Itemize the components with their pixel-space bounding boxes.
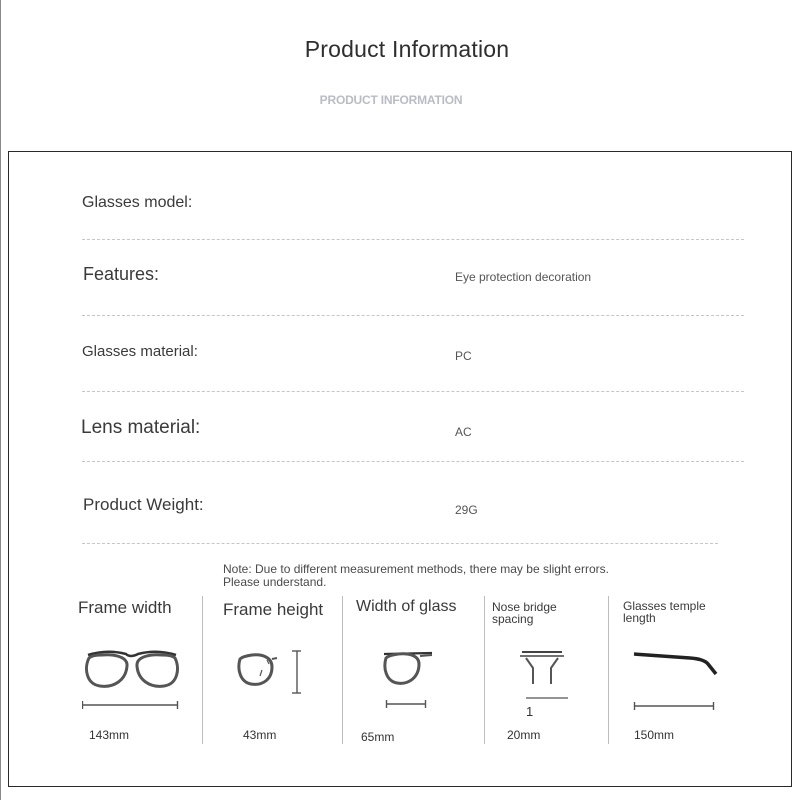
dimension-label: Frame height bbox=[223, 600, 324, 619]
dimensions-strip bbox=[70, 594, 730, 746]
spec-divider bbox=[82, 239, 744, 240]
dimension-value: 150mm bbox=[634, 728, 675, 742]
dimension-label: Nose bridge spacing bbox=[492, 600, 557, 626]
spec-value: 29G bbox=[455, 503, 478, 517]
spec-divider bbox=[82, 315, 744, 316]
spec-label: Product Weight: bbox=[83, 495, 204, 514]
frame-width-icon bbox=[82, 646, 182, 714]
page-header bbox=[0, 36, 800, 107]
spec-value: Eye protection decoration bbox=[455, 270, 592, 284]
dimension-temple-length bbox=[615, 594, 730, 744]
dimension-value: 20mm bbox=[507, 728, 541, 742]
glass-width-icon bbox=[382, 646, 438, 712]
spec-value: AC bbox=[455, 425, 472, 439]
column-separator bbox=[608, 596, 609, 744]
spec-divider bbox=[82, 543, 718, 544]
measurement-note bbox=[223, 563, 609, 589]
dimension-label: Glasses temple length bbox=[623, 599, 706, 625]
dimension-value: 65mm bbox=[361, 730, 395, 744]
dimension-frame-width bbox=[70, 594, 202, 744]
dimension-frame-height bbox=[215, 594, 342, 744]
dimension-glass-width bbox=[348, 594, 478, 744]
frame-height-icon bbox=[235, 649, 305, 697]
page-title: Product Information bbox=[304, 36, 510, 62]
spec-divider bbox=[82, 461, 744, 462]
dimension-value: 143mm bbox=[89, 728, 130, 742]
spec-value: PC bbox=[455, 349, 472, 363]
spec-label: Lens material: bbox=[81, 417, 201, 438]
spec-divider bbox=[82, 391, 744, 392]
temple-length-icon bbox=[630, 648, 720, 714]
note-line: Please understand. bbox=[223, 575, 327, 589]
dimension-nose-bridge bbox=[484, 594, 608, 744]
dimension-label: Width of glass bbox=[356, 598, 457, 615]
page-subtitle: PRODUCT INFORMATION bbox=[319, 93, 463, 107]
note-line: Note: Due to different measurement methods, there may be slight errors. bbox=[223, 562, 609, 576]
spec-label: Glasses material: bbox=[82, 343, 198, 360]
column-separator bbox=[342, 596, 343, 744]
nose-bridge-marker: 1 bbox=[526, 704, 534, 719]
column-separator bbox=[202, 596, 203, 744]
spec-label: Glasses model: bbox=[82, 194, 193, 211]
dimension-value: 43mm bbox=[243, 728, 277, 742]
page-edge bbox=[0, 0, 1, 800]
spec-label: Features: bbox=[83, 264, 160, 284]
dimension-label: Frame width bbox=[78, 598, 172, 617]
